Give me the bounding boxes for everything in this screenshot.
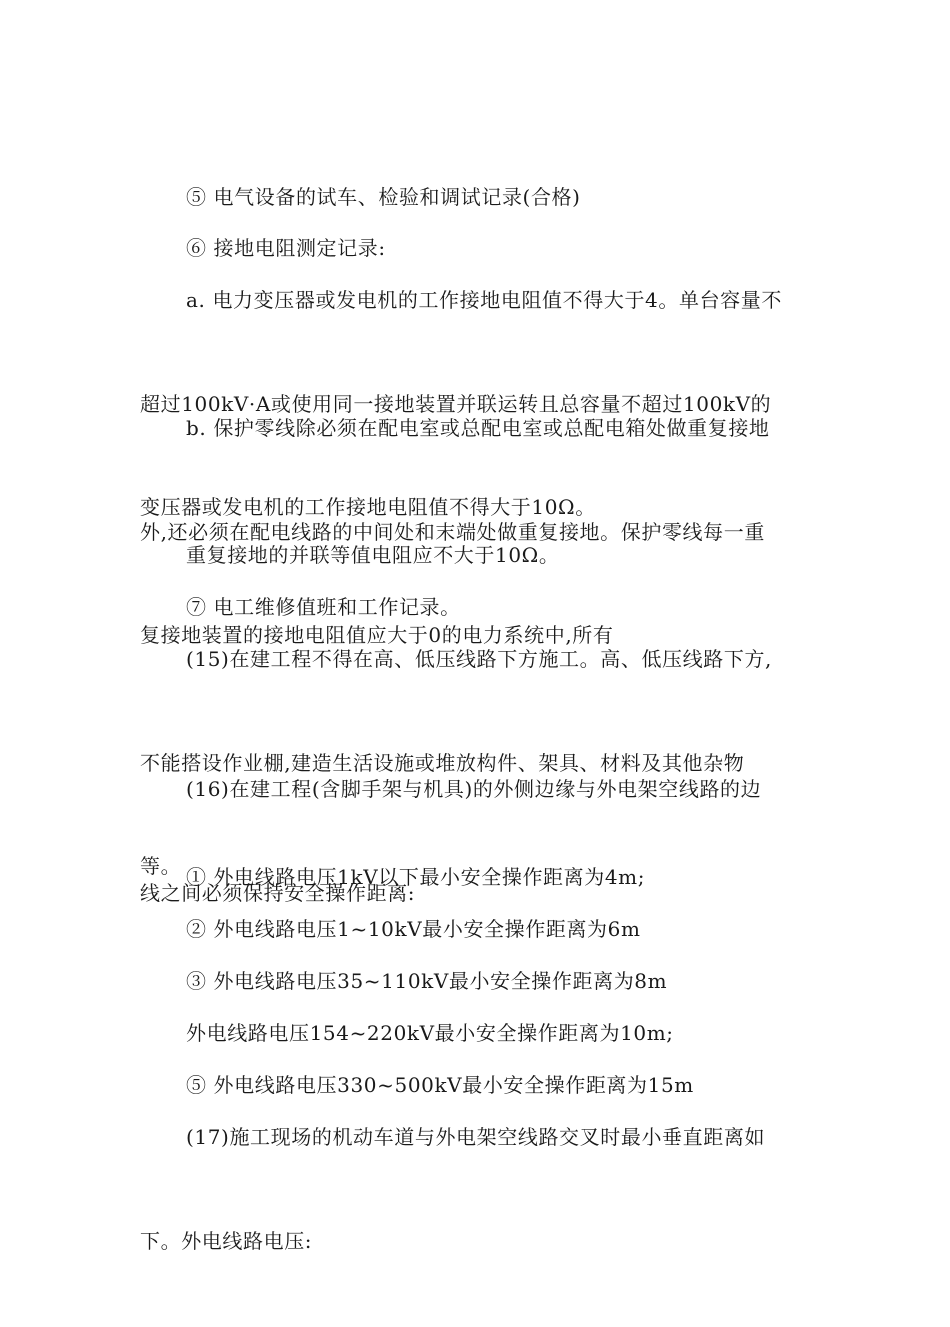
- text-line: (17)施工现场的机动车道与外电架空线路交叉时最小垂直距离如: [186, 1125, 766, 1149]
- text-line: 外电线路电压154~220kV最小安全操作距离为10m;: [186, 1021, 674, 1045]
- paragraph-17: [140, 1051, 820, 1327]
- text-line: 重复接地的并联等值电阻应不大于10Ω。: [186, 543, 560, 567]
- text-line: ⑤ 外电线路电压330~500kV最小安全操作距离为15m: [186, 1073, 694, 1097]
- text-line: a. 电力变压器或发电机的工作接地电阻值不得大于4。单台容量不: [186, 288, 782, 312]
- text-line: b. 保护零线除必须在配电室或总配电室或总配电箱处做重复接地: [186, 416, 770, 440]
- text-line: 下。外电线路电压:: [140, 1228, 313, 1253]
- text-line: 线之间必须保持安全操作距离:: [140, 880, 416, 905]
- text-line: (16)在建工程(含脚手架与机具)的外侧边缘与外电架空线路的边: [186, 777, 762, 801]
- text-line: 变压器或发电机的工作接地电阻值不得大于10Ω。: [140, 495, 596, 519]
- text-line: ⑥ 接地电阻测定记录:: [186, 236, 386, 260]
- text-line: ⑤ 电气设备的试车、检验和调试记录(合格): [186, 185, 581, 209]
- text-line: 等。: [140, 854, 182, 878]
- text-line: 复接地装置的接地电阻值应大于0的电力系统中,所有: [140, 623, 614, 647]
- text-line: 超过100kV·A或使用同一接地装置并联运转且总容量不超过100kV的: [140, 391, 772, 416]
- text-line: ⑦ 电工维修值班和工作记录。: [186, 595, 461, 619]
- text-line: 外,还必须在配电线路的中间处和末端处做重复接地。保护零线每一重: [140, 519, 765, 544]
- text-line: ② 外电线路电压1~10kV最小安全操作距离为6m: [186, 917, 641, 941]
- text-line: ③ 外电线路电压35~110kV最小安全操作距离为8m: [186, 969, 668, 993]
- text-line: 不能搭设作业棚,建造生活设施或堆放构件、架具、材料及其他杂物: [140, 750, 745, 775]
- text-line: ① 外电线路电压1kV以下最小安全操作距离为4m;: [186, 865, 646, 889]
- text-line: (15)在建工程不得在高、低压线路下方施工。高、低压线路下方,: [186, 647, 773, 671]
